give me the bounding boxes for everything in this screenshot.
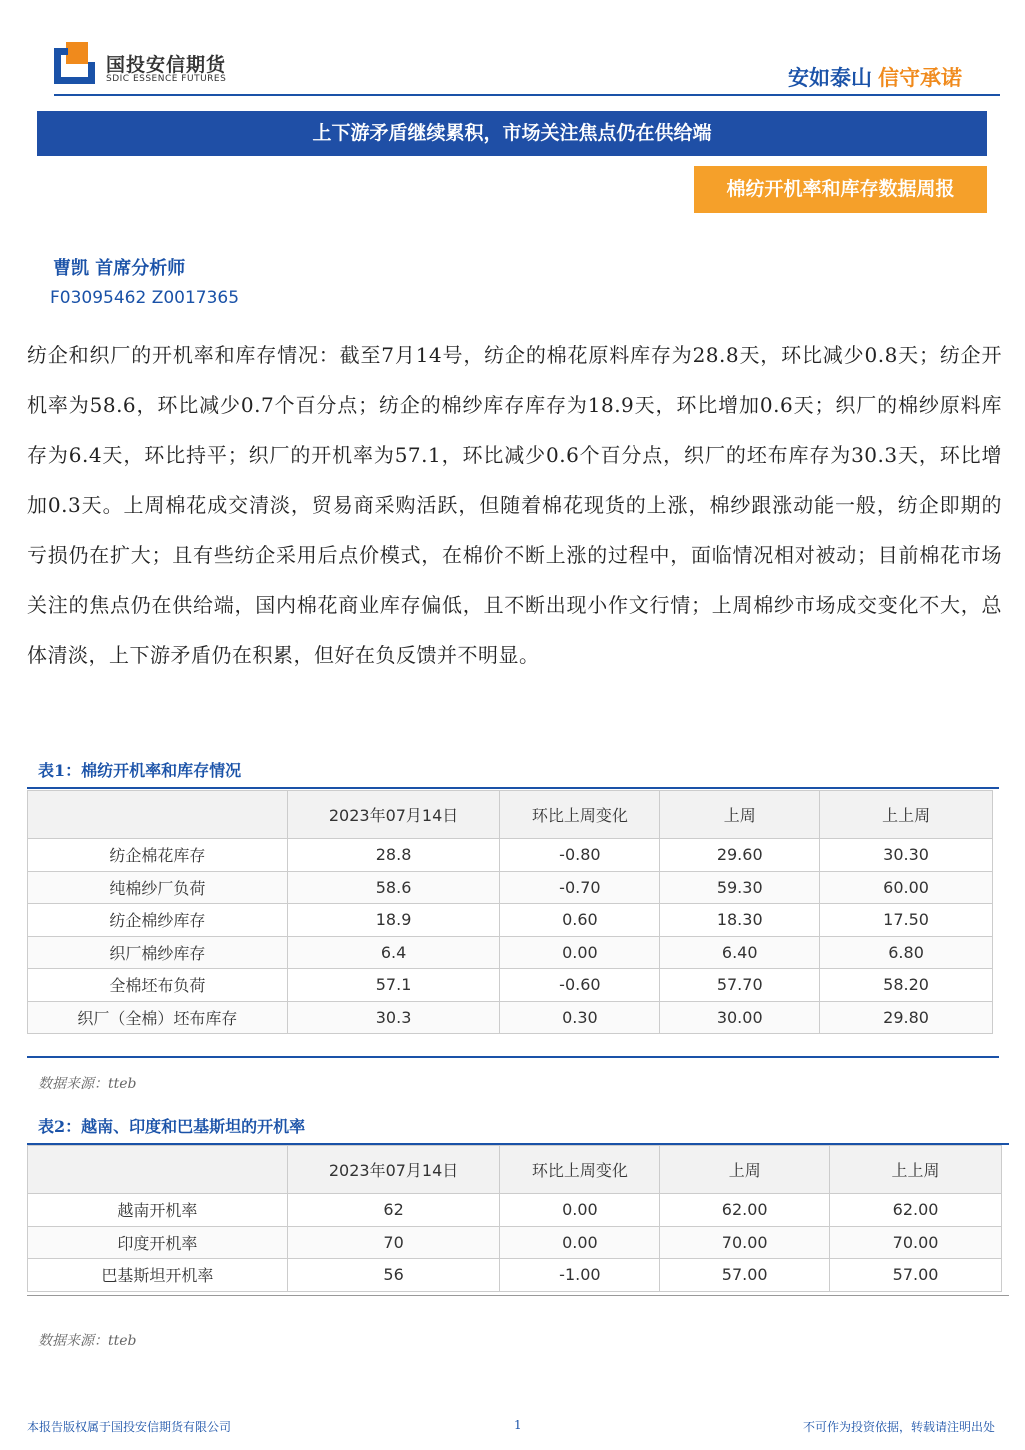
table-header-cell: 上上周 — [830, 1146, 1002, 1194]
table-cell: 0.00 — [500, 936, 660, 969]
table-cell: 织厂棉纱库存 — [28, 936, 288, 969]
table-cell: 6.80 — [820, 936, 993, 969]
report-type-tag: 棉纺开机率和库存数据周报 — [694, 166, 987, 213]
table-cell: 70.00 — [830, 1226, 1002, 1259]
header-divider — [54, 94, 1000, 96]
table-cell: 29.60 — [660, 839, 820, 872]
table2 — [27, 1145, 1002, 1292]
table-cell: 28.8 — [287, 839, 500, 872]
table-row — [28, 969, 993, 1002]
table-header-cell: 上周 — [660, 791, 820, 839]
report-title: 上下游矛盾继续累积，市场关注焦点仍在供给端 — [37, 111, 987, 156]
table-cell: 62 — [287, 1194, 500, 1227]
table-header-cell: 2023年07月14日 — [287, 791, 500, 839]
table-cell: 60.00 — [820, 871, 993, 904]
table1-bottom-rule — [27, 1056, 999, 1058]
table-cell: 越南开机率 — [28, 1194, 288, 1227]
slogan-part1: 安如泰山 — [788, 66, 872, 90]
table-cell: 29.80 — [820, 1001, 993, 1034]
table-header-cell: 上周 — [660, 1146, 830, 1194]
company-name-cn: 国投安信期货 — [106, 54, 227, 76]
table-cell: 巴基斯坦开机率 — [28, 1259, 288, 1292]
table-header-cell: 环比上周变化 — [500, 791, 660, 839]
table1-caption: 表1：棉纺开机率和库存情况 — [38, 761, 242, 780]
table-row — [28, 871, 993, 904]
table-row — [28, 839, 993, 872]
table-cell: -0.80 — [500, 839, 660, 872]
slogan — [788, 62, 962, 92]
table-cell: -1.00 — [500, 1259, 660, 1292]
company-name-en: SDIC ESSENCE FUTURES — [106, 74, 227, 84]
table-cell: 18.9 — [287, 904, 500, 937]
table-cell: 59.30 — [660, 871, 820, 904]
table-row — [28, 1194, 1002, 1227]
table-header-cell: 上上周 — [820, 791, 993, 839]
table-cell: 0.30 — [500, 1001, 660, 1034]
table2-caption: 表2：越南、印度和巴基斯坦的开机率 — [38, 1117, 306, 1136]
table-cell: -0.70 — [500, 871, 660, 904]
table-header-row — [28, 791, 993, 839]
table-cell: 57.1 — [287, 969, 500, 1002]
logo-blue-top — [54, 48, 68, 55]
table-row — [28, 904, 993, 937]
table-cell: 纺企棉花库存 — [28, 839, 288, 872]
table-header-cell: 2023年07月14日 — [287, 1146, 500, 1194]
table-row — [28, 936, 993, 969]
table-header-row — [28, 1146, 1002, 1194]
table-cell: 全棉坯布负荷 — [28, 969, 288, 1002]
footer-page-number: 1 — [514, 1418, 522, 1432]
author-license-ids: F03095462 Z0017365 — [50, 288, 240, 308]
page-header — [0, 0, 1025, 100]
table-cell: 0.00 — [500, 1194, 660, 1227]
table-row — [28, 1001, 993, 1034]
table-cell: 17.50 — [820, 904, 993, 937]
table-cell: 62.00 — [660, 1194, 830, 1227]
table-cell: 58.6 — [287, 871, 500, 904]
logo-blue-right — [88, 62, 95, 84]
table-cell: 30.3 — [287, 1001, 500, 1034]
table-cell: 70 — [287, 1226, 500, 1259]
table-cell: 纯棉纱厂负荷 — [28, 871, 288, 904]
company-logo — [54, 42, 100, 84]
table-cell: 6.4 — [287, 936, 500, 969]
table-cell: 织厂（全棉）坯布库存 — [28, 1001, 288, 1034]
footer-copyright: 本报告版权属于国投安信期货有限公司 — [27, 1420, 232, 1434]
table1 — [27, 790, 993, 1034]
table1-top-rule — [27, 787, 999, 789]
table-header-cell — [28, 791, 288, 839]
table-cell: -0.60 — [500, 969, 660, 1002]
table-cell: 18.30 — [660, 904, 820, 937]
table-cell: 印度开机率 — [28, 1226, 288, 1259]
table-cell: 57.00 — [830, 1259, 1002, 1292]
table-cell: 0.00 — [500, 1226, 660, 1259]
footer-disclaimer: 不可作为投资依据，转载请注明出处 — [802, 1420, 995, 1434]
table-cell: 62.00 — [830, 1194, 1002, 1227]
table-cell: 0.60 — [500, 904, 660, 937]
table-cell: 57.70 — [660, 969, 820, 1002]
table-header-cell: 环比上周变化 — [500, 1146, 660, 1194]
table2-bottom-rule — [27, 1295, 1009, 1296]
summary-paragraph: 纺企和织厂的开机率和库存情况：截至7月14号，纺企的棉花原料库存为28.8天，环比减少0.8天；纺企开机率为58.6，环比减少0.7个百分点；纺企的棉纱库存库存为18.9天，环比增加0.6天；织厂的棉纱原料库存为6.4天，环比持平；织厂的开机率为57.1，环比减少0.6个百分点，织厂的坯布库存为30.3天，环比增加0.3天。上周棉花成交清淡，贸易商采购活跃，但随着棉花现货的上涨，棉纱跟涨动能一般，纺企即期的亏损仍在扩大；且有些纺企采用后点价模式，在棉价不断上涨的过程中，面临情况相对被动；目前棉花市场关注的焦点仍在供给端，国内棉花商业库存偏低，且不断出现小作文行情；上周棉纱市场成交变化不大，总体清淡，上下游矛盾仍在积累，但好在负反馈并不明显。 — [27, 343, 1002, 667]
table-row — [28, 1226, 1002, 1259]
table-cell: 30.30 — [820, 839, 993, 872]
table-cell: 57.00 — [660, 1259, 830, 1292]
table2-source: 数据来源：tteb — [38, 1333, 137, 1349]
table-cell: 30.00 — [660, 1001, 820, 1034]
table-cell: 56 — [287, 1259, 500, 1292]
table-cell: 58.20 — [820, 969, 993, 1002]
table-cell: 70.00 — [660, 1226, 830, 1259]
table-cell: 6.40 — [660, 936, 820, 969]
table1-source: 数据来源：tteb — [38, 1076, 137, 1092]
table-header-cell — [28, 1146, 288, 1194]
author-name: 曹凯 首席分析师 — [53, 258, 186, 279]
table-cell: 纺企棉纱库存 — [28, 904, 288, 937]
table-row — [28, 1259, 1002, 1292]
slogan-part2: 信守承诺 — [878, 66, 962, 90]
